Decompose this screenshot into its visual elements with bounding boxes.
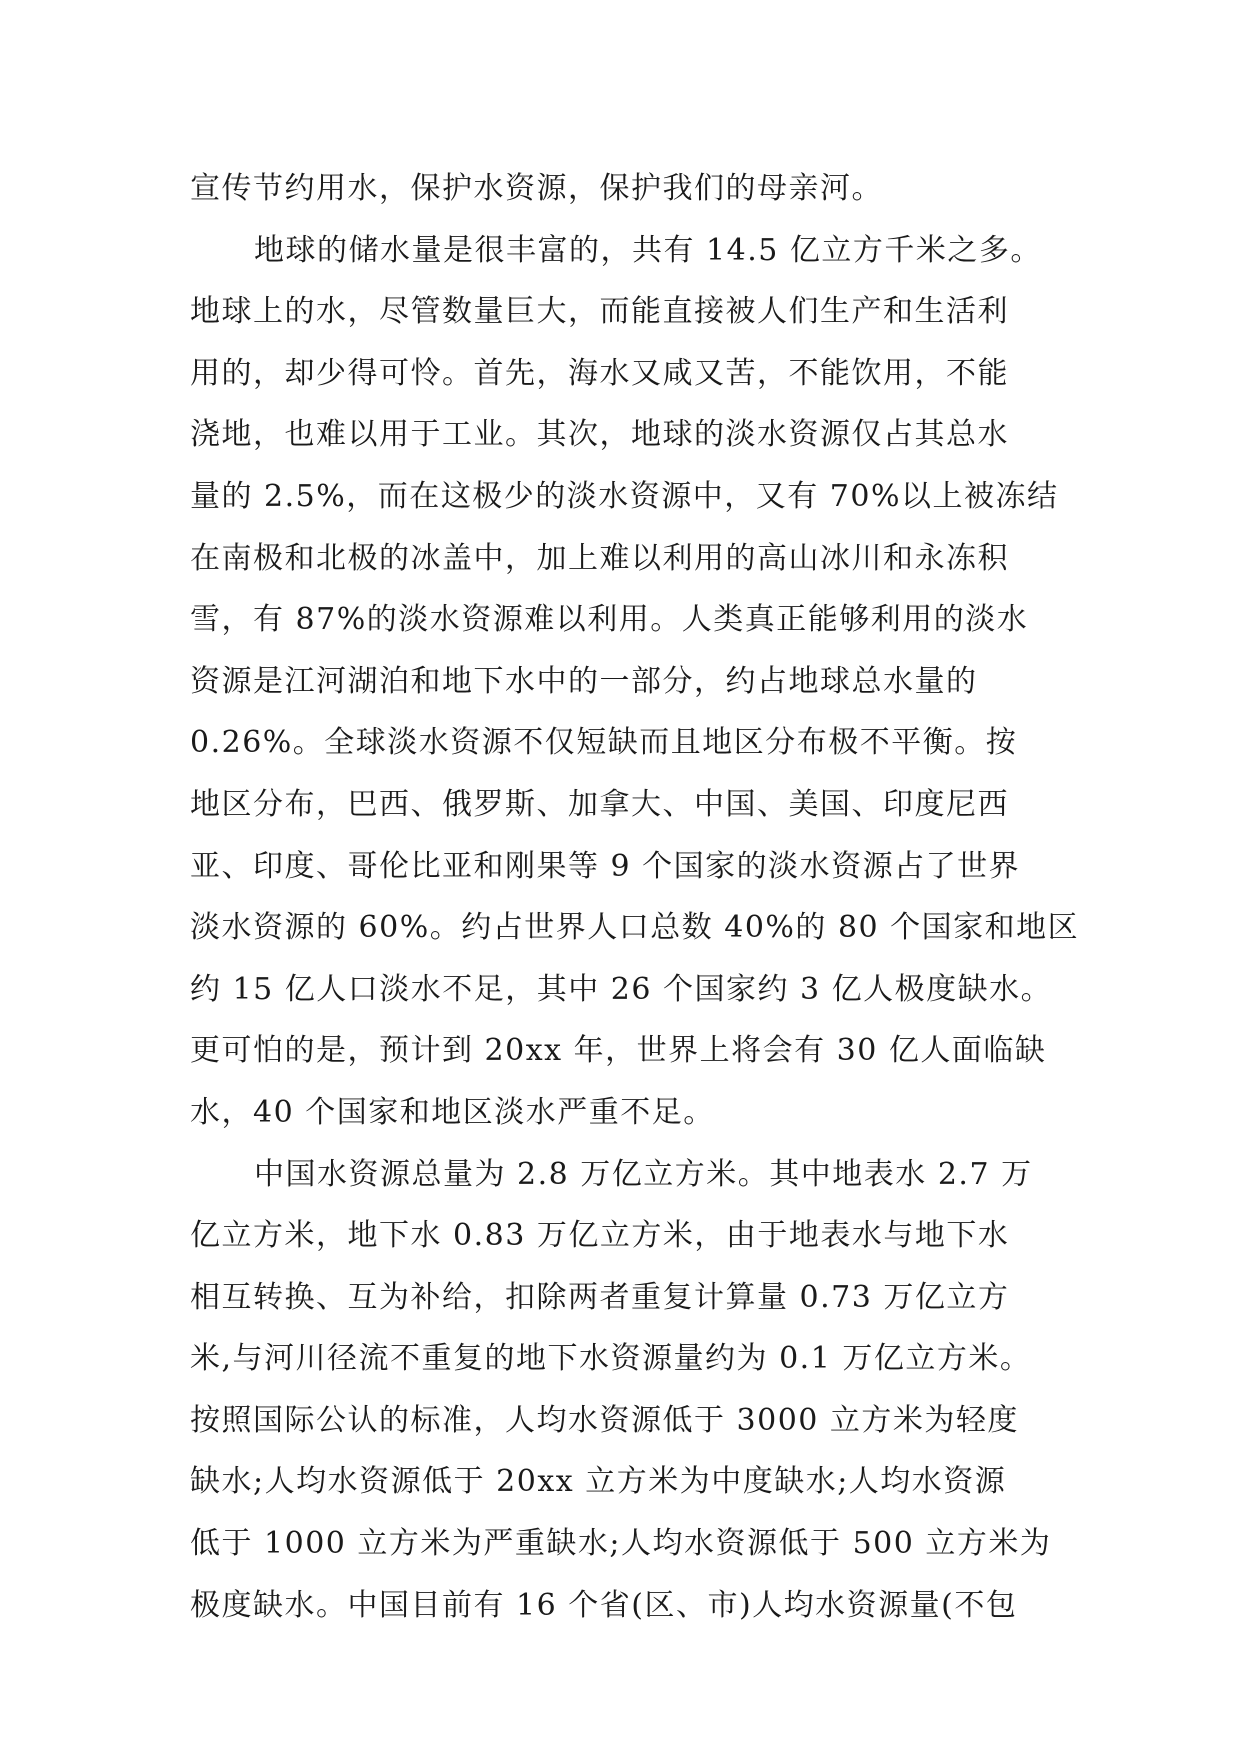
text-line: 亿立方米，地下水 0.83 万亿立方米，由于地表水与地下水 [190,1218,1010,1254]
text-line: 缺水;人均水资源低于 20xx 立方米为中度缺水;人均水资源 [190,1464,1007,1500]
text-line: 0.26%。全球淡水资源不仅短缺而且地区分布极不平衡。按 [190,725,1018,761]
text-line: 中国水资源总量为 2.8 万亿立方米。其中地表水 2.7 万 [254,1156,1033,1192]
body-text [190,158,1080,1636]
text-line: 水，40 个国家和地区淡水严重不足。 [190,1094,715,1130]
text-line: 地区分布，巴西、俄罗斯、加拿大、中国、美国、印度尼西 [190,786,1009,822]
text-line: 米,与河川径流不重复的地下水资源量约为 0.1 万亿立方米。 [190,1341,1032,1377]
text-line: 用的，却少得可怜。首先，海水又咸又苦，不能饮用，不能 [190,355,1009,391]
text-line: 在南极和北极的冰盖中，加上难以利用的高山冰川和永冻积 [190,540,1009,576]
text-line: 地球上的水，尽管数量巨大，而能直接被人们生产和生活利 [190,294,1009,330]
text-line: 按照国际公认的标准，人均水资源低于 3000 立方米为轻度 [190,1402,1019,1438]
text-line: 亚、印度、哥伦比亚和刚果等 9 个国家的淡水资源占了世界 [190,848,1021,884]
text-line: 地球的储水量是很丰富的，共有 14.5 亿立方千米之多。 [254,232,1042,268]
text-line: 量的 2.5%，而在这极少的淡水资源中，又有 70%以上被冻结 [190,478,1059,514]
text-line: 资源是江河湖泊和地下水中的一部分，约占地球总水量的 [190,663,978,699]
text-line: 宣传节约用水，保护水资源，保护我们的母亲河。 [190,171,883,206]
text-line: 极度缺水。中国目前有 16 个省(区、市)人均水资源量(不包 [190,1587,1018,1623]
text-line: 低于 1000 立方米为严重缺水;人均水资源低于 500 立方米为 [190,1526,1052,1562]
text-line: 约 15 亿人口淡水不足，其中 26 个国家约 3 亿人极度缺水。 [190,971,1053,1007]
text-line: 相互转换、互为补给，扣除两者重复计算量 0.73 万亿立方 [190,1279,1010,1315]
text-line: 浇地，也难以用于工业。其次，地球的淡水资源仅占其总水 [190,417,1009,453]
text-line: 淡水资源的 60%。约占世界人口总数 40%的 80 个国家和地区 [190,910,1080,946]
text-line: 雪，有 87%的淡水资源难以利用。人类真正能够利用的淡水 [190,602,1029,638]
text-line: 更可怕的是，预计到 20xx 年，世界上将会有 30 亿人面临缺 [190,1033,1047,1069]
